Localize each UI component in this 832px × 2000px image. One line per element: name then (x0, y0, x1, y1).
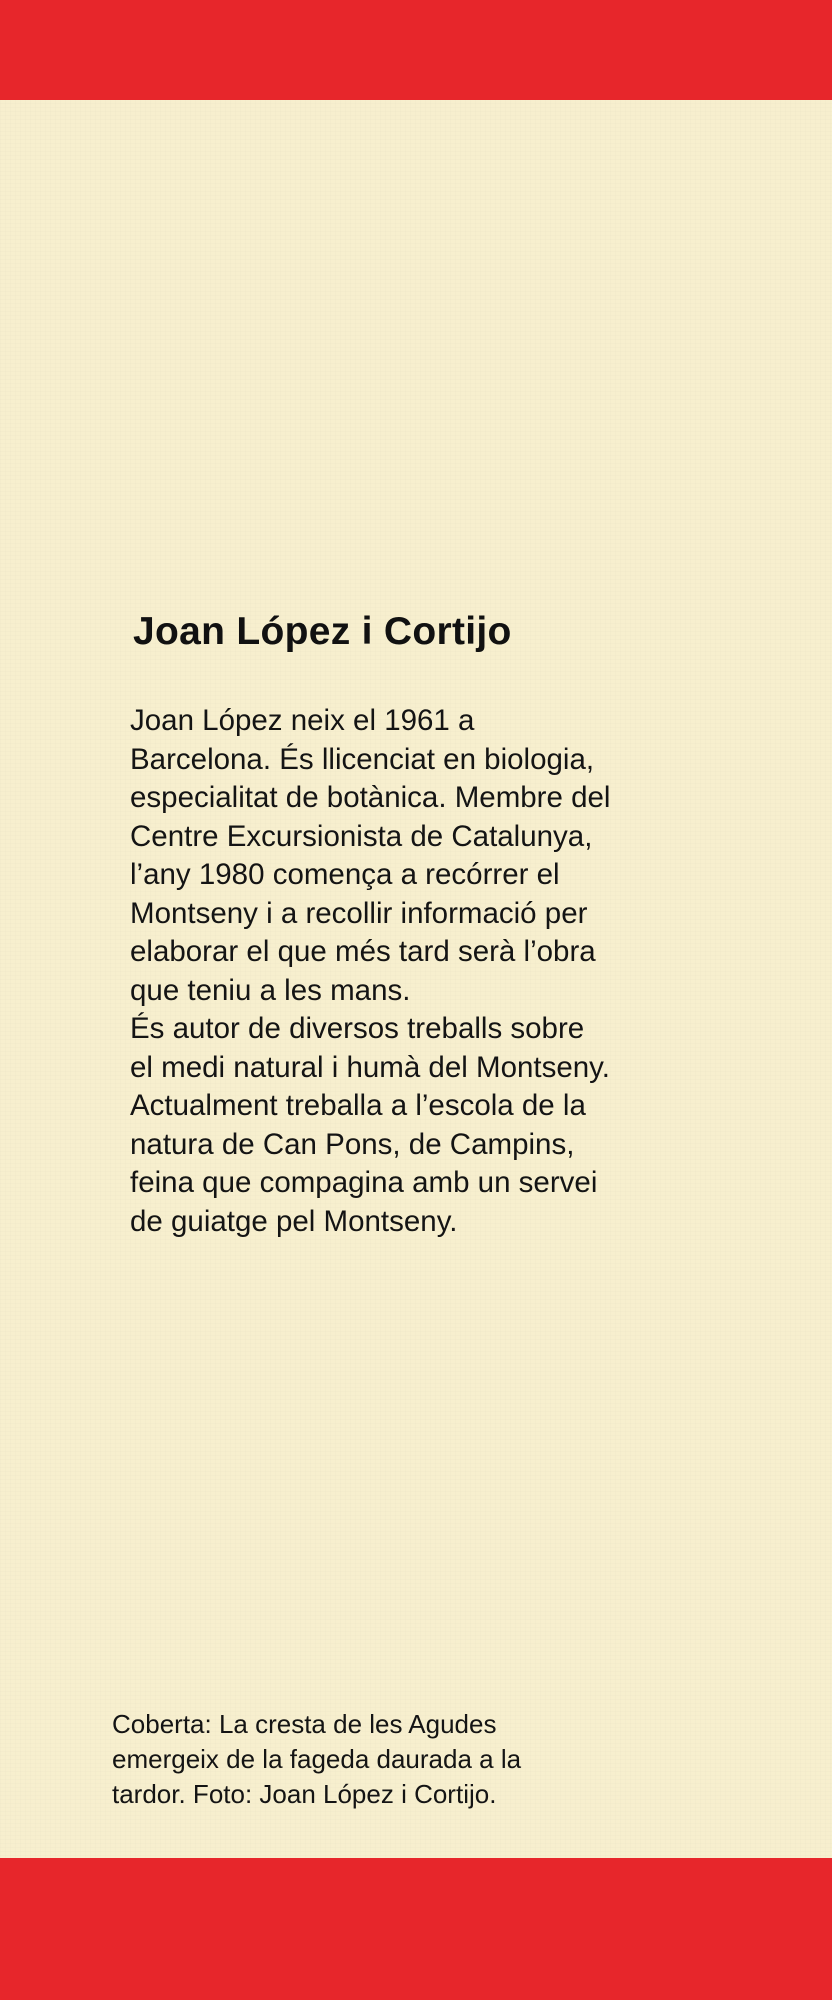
bottom-red-band (0, 1858, 832, 2000)
bio-line: natura de Can Pons, de Campins, (130, 1127, 575, 1161)
bio-line: Barcelona. És llicenciat en biologia, (130, 742, 595, 776)
bio-line: Joan López neix el 1961 a (130, 704, 475, 737)
bio-line: el medi natural i humà del Montseny. (130, 1050, 610, 1084)
bio-line: especialitat de botànica. Membre del (130, 781, 611, 814)
bio-line: l’any 1980 comença a recórrer el (130, 858, 560, 891)
bio-line: És autor de diversos treballs sobre (130, 1012, 585, 1045)
bio-line: Actualment treballa a l’escola de la (130, 1089, 586, 1122)
caption-line: tardor. Foto: Joan López i Cortijo. (112, 1779, 497, 1809)
bio-line: Montseny i a recollir informació per (130, 896, 588, 930)
bio-line: de guiatge pel Montseny. (130, 1204, 458, 1238)
bio-line: Centre Excursionista de Catalunya, (130, 819, 593, 853)
bio-line: elaborar el que més tard serà l’obra (130, 935, 596, 968)
bio-line: que teniu a les mans. (130, 973, 411, 1007)
author-biography (130, 702, 730, 1241)
author-name-heading: Joan López i Cortijo (133, 610, 512, 653)
cover-photo-caption (112, 1707, 672, 1812)
caption-line: emergeix de la fageda daurada a la (112, 1744, 522, 1774)
top-red-band (0, 0, 832, 104)
caption-line: Coberta: La cresta de les Agudes (112, 1709, 497, 1739)
bio-line: feina que compagina amb un servei (130, 1166, 598, 1199)
